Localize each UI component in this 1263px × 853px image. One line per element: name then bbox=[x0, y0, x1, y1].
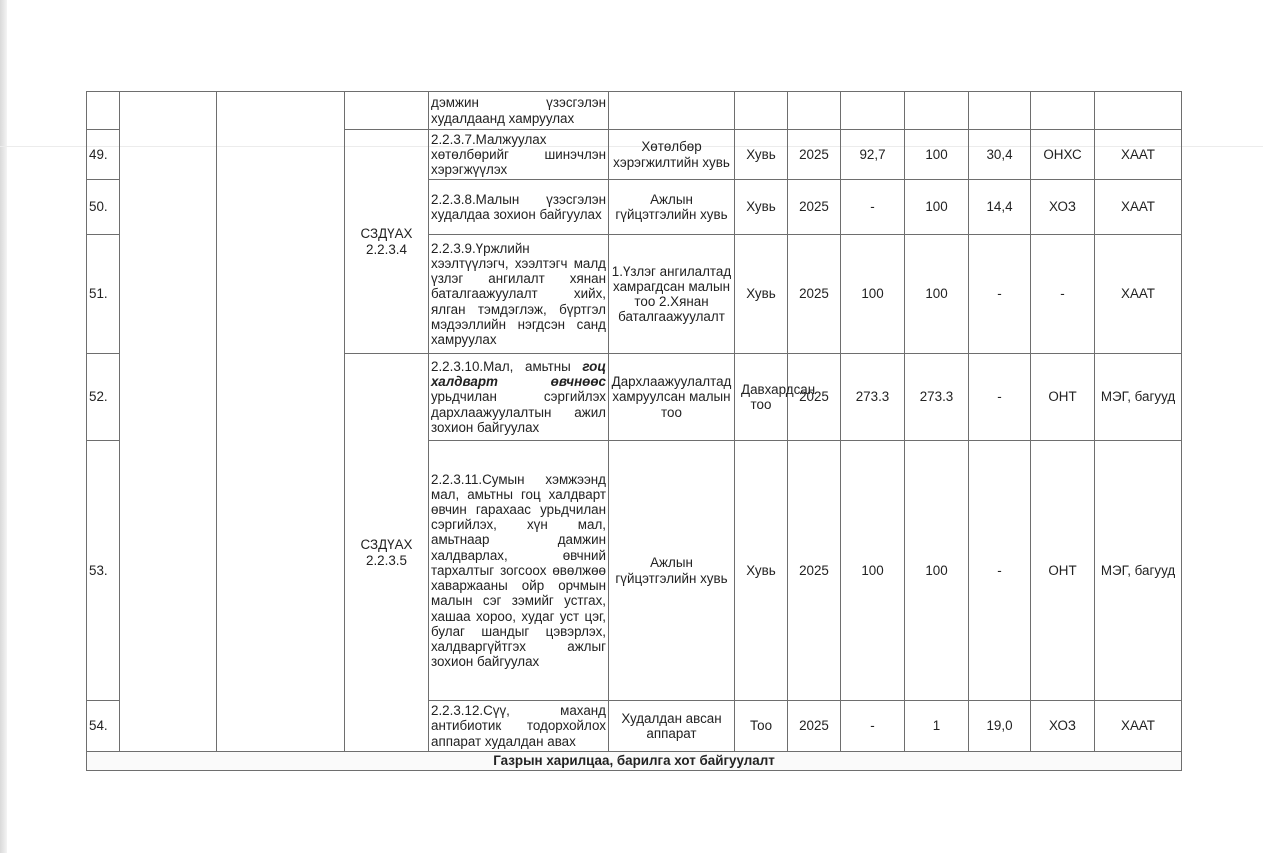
budget-cell: - bbox=[969, 441, 1031, 701]
baseline-cell bbox=[841, 92, 905, 130]
activity-cell: 2.2.3.8.Малын үзэсгэлэн худалдаа зохион байгуулах bbox=[429, 180, 609, 235]
objective-cell bbox=[217, 92, 345, 752]
activity-cell: 2.2.3.9.Үржлийн хээлтүүлэгч, хээлтэгч малд үзлэг ангилалт хянан баталгаажуулалт хийх, ялган тэмдэглэж, бүртгэл мэдээллийн нэгдсэн санд хамруулах bbox=[429, 235, 609, 354]
activity-cell: 2.2.3.12.Сүү, маханд антибиотик тодорхойлох аппарат худалдан авах bbox=[429, 701, 609, 752]
responsible-cell: ХААТ bbox=[1095, 130, 1182, 180]
activity-text: 2.2.3.10.Мал, амьтны bbox=[431, 358, 571, 374]
source-cell: ХОЗ bbox=[1031, 180, 1095, 235]
baseline-cell: 100 bbox=[841, 441, 905, 701]
row-number-cell bbox=[87, 92, 120, 130]
indicator-cell: 1.Үзлэг ангилалтад хамрагдсан малын тоо 2.Хянан баталгаажуулалт bbox=[609, 235, 735, 354]
baseline-cell: - bbox=[841, 701, 905, 752]
unit-cell bbox=[735, 92, 788, 130]
page-edge-shadow bbox=[0, 0, 7, 853]
unit-cell: Хувь bbox=[735, 180, 788, 235]
activity-text: урьдчилан сэргийлэх дархлаажуулалтын ажил зохион байгуулах bbox=[431, 389, 606, 435]
unit-cell: Хувь bbox=[735, 441, 788, 701]
row-number-cell: 52. bbox=[87, 354, 120, 441]
indicator-cell: Ажлын гүйцэтгэлийн хувь bbox=[609, 441, 735, 701]
source-cell: ХОЗ bbox=[1031, 701, 1095, 752]
responsible-cell: ХААТ bbox=[1095, 235, 1182, 354]
year-cell bbox=[788, 92, 841, 130]
source-cell: ОНТ bbox=[1031, 441, 1095, 701]
responsible-cell: ХААТ bbox=[1095, 180, 1182, 235]
source-cell: ОНТ bbox=[1031, 354, 1095, 441]
year-cell: 2025 bbox=[788, 701, 841, 752]
unit-cell: Хувь bbox=[735, 130, 788, 180]
responsible-cell bbox=[1095, 92, 1182, 130]
year-cell: 2025 bbox=[788, 441, 841, 701]
unit-cell: Давхардсан тоо bbox=[735, 354, 788, 441]
year-cell: 2025 bbox=[788, 354, 841, 441]
indicator-cell: Дархлаажуулалтад хамруулсан малын тоо bbox=[609, 354, 735, 441]
activity-emphasis: гоц халдварт өвчнөөс bbox=[431, 358, 606, 390]
row-number-cell: 54. bbox=[87, 701, 120, 752]
measures-table bbox=[86, 91, 1182, 771]
baseline-cell: 273.3 bbox=[841, 354, 905, 441]
baseline-cell: 92,7 bbox=[841, 130, 905, 180]
code-cell bbox=[345, 130, 429, 354]
source-cell: ОНХС bbox=[1031, 130, 1095, 180]
target-cell: 273.3 bbox=[905, 354, 969, 441]
indicator-cell: Худалдан авсан аппарат bbox=[609, 701, 735, 752]
goal-cell bbox=[120, 92, 217, 752]
target-cell: 100 bbox=[905, 235, 969, 354]
budget-cell bbox=[969, 92, 1031, 130]
target-cell: 1 bbox=[905, 701, 969, 752]
source-cell: - bbox=[1031, 235, 1095, 354]
row-number-cell: 49. bbox=[87, 130, 120, 180]
unit-cell: Хувь bbox=[735, 235, 788, 354]
responsible-cell: МЭГ, багууд bbox=[1095, 441, 1182, 701]
budget-cell: 14,4 bbox=[969, 180, 1031, 235]
year-cell: 2025 bbox=[788, 130, 841, 180]
responsible-cell: МЭГ, багууд bbox=[1095, 354, 1182, 441]
table-row bbox=[87, 92, 1182, 130]
year-cell: 2025 bbox=[788, 235, 841, 354]
code-number: 2.2.3.4 bbox=[366, 241, 407, 257]
budget-cell: - bbox=[969, 235, 1031, 354]
indicator-cell: Хөтөлбөр хэрэгжилтийн хувь bbox=[609, 130, 735, 180]
indicator-cell: Ажлын гүйцэтгэлийн хувь bbox=[609, 180, 735, 235]
row-number-cell: 50. bbox=[87, 180, 120, 235]
year-cell: 2025 bbox=[788, 180, 841, 235]
source-cell bbox=[1031, 92, 1095, 130]
target-cell: 100 bbox=[905, 130, 969, 180]
code-label: СЗДҮАХ bbox=[360, 226, 413, 242]
indicator-cell bbox=[609, 92, 735, 130]
code-label: СЗДҮАХ bbox=[360, 537, 413, 553]
activity-cell: 2.2.3.11.Сумын хэмжээнд мал, амьтны гоц халдварт өвчин гарахаас урьдчилан сэргийлэх, хүн мал, амьтнаар дамжин халдварлах, өвчний тархалтыг зогсоох өвөлжөө хаваржааны ойр орчмын малын сэг зэмийг устгах, хашаа хороо, худаг уст цэг, булаг шандыг цэвэрлэх, халдваргүйтгэх ажлыг зохион байгуулах bbox=[429, 441, 609, 701]
activity-cell: дэмжин үзэсгэлэн худалдаанд хамруулах bbox=[429, 92, 609, 130]
budget-cell: 30,4 bbox=[969, 130, 1031, 180]
code-number: 2.2.3.5 bbox=[366, 552, 407, 568]
target-cell bbox=[905, 92, 969, 130]
unit-cell: Тоо bbox=[735, 701, 788, 752]
section-header-row bbox=[87, 752, 1182, 771]
code-cell bbox=[345, 354, 429, 752]
row-number-cell: 51. bbox=[87, 235, 120, 354]
target-cell: 100 bbox=[905, 180, 969, 235]
target-cell: 100 bbox=[905, 441, 969, 701]
activity-cell bbox=[429, 354, 609, 441]
baseline-cell: - bbox=[841, 180, 905, 235]
budget-cell: 19,0 bbox=[969, 701, 1031, 752]
section-title: Газрын харилцаа, барилга хот байгуулалт bbox=[87, 752, 1182, 771]
code-cell bbox=[345, 92, 429, 130]
responsible-cell: ХААТ bbox=[1095, 701, 1182, 752]
baseline-cell: 100 bbox=[841, 235, 905, 354]
row-number-cell: 53. bbox=[87, 441, 120, 701]
budget-cell: - bbox=[969, 354, 1031, 441]
activity-cell: 2.2.3.7.Малжуулах хөтөлбөрийг шинэчлэн хэрэгжүүлэх bbox=[429, 130, 609, 180]
